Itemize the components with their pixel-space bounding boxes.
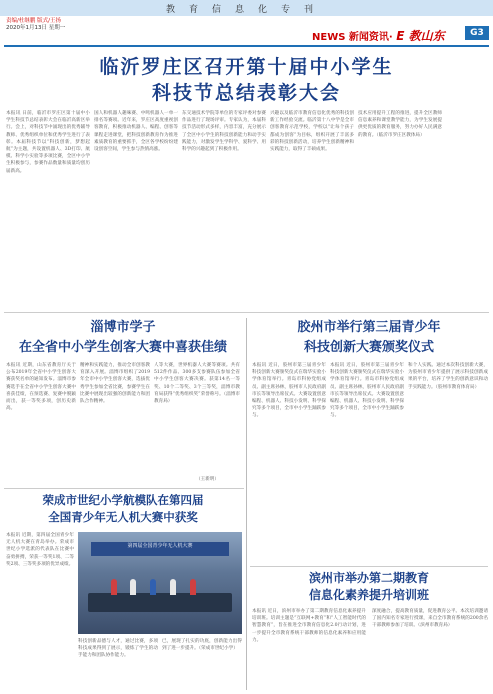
main-article-divider [4,312,489,313]
binzhou-headline-line1: 滨州市举办第二期教育 [308,571,429,585]
photo-person [111,579,117,595]
zibo-col1: 本报讯 近期，山东省教育厅关于公布2019年全省中小学生创客大赛获奖名单的通知发布。淄博市参赛选手在全省中小学生创客大赛中喜获佳绩，在预选赛、复赛中脱颖而出，获一等奖多项，创历史新高。 [6,363,76,412]
main-headline-line1: 临沂罗庄区召开第十届中小学生 [99,56,394,78]
photo-person [130,579,136,595]
editor-line: 责编/杜继鹏 版式/王扬 [6,18,61,24]
zibo-headline [4,318,242,358]
jiaozhou-col1: 本报讯 近日，胶州市第三届青少年科技创新大赛颁奖仪式在瑞华实验小学体育馆举行。青岛市科协党组成员、副主席孙林，胶州市人民政府副市长等领导出席仪式。大赛设置创意编程、机器人、科技小发明、科学探究等多个项目，全市中小学生踊跃参与。 [252,363,326,419]
jiaozhou-headline-line2: 科技创新大赛颁奖仪式 [303,340,434,355]
binzhou-headline [250,570,488,604]
award-ceremony-photo [78,532,242,634]
jiaozhou-headline-line1: 胶州市举行第三届青少年 [297,320,441,335]
binzhou-divider [250,566,488,567]
photo-person [170,579,176,595]
photo-stage-banner: 第四届全国青少年无人机大赛 [91,542,229,556]
header-divider [4,45,489,47]
photo-people-row [88,593,232,611]
binzhou-headline-line2: 信息化素养提升培训班 [308,588,429,602]
jiaozhou-col2: 和个人实践。通过本次科技创新大赛，为胶州市青少年提供了展示科技创新成果的平台，培养了学生的创新意识和动手实践能力。（胶州市教育体育局） [408,363,488,390]
jiaozhou-col1b: 本报讯 近日，胶州市第三届青少年科技创新大赛颁奖仪式在瑞华实验小学体育馆举行。青岛市科协党组成员、副主席孙林，胶州市人民政府副市长等领导出席仪式。大赛设置创意编程、机器人、科技小发明、科学探究等多个项目，全市中小学生踊跃参与。 [330,363,404,419]
rongcheng-headline-line1: 荣成市世纪小学航模队在第四届 [42,493,204,507]
main-article-col3: 东交通技术学院等单位的专家评委对参赛作品进行了现场评审。专家认为，本届科技节活动形式多样，内容丰富，充分展示了全区中小学生的科技创新能力和动手实践能力，对激发学生学科学、爱科学、用科学的兴趣起到了积极作用。 [182,111,266,153]
news-section-label: 新闻资讯· [348,32,393,43]
section-banner-title: 教育信息化专刊 [165,5,327,15]
rongcheng-headline [4,492,242,526]
brand-name: E 教山东 [396,29,445,43]
jiaozhou-headline [250,318,488,358]
column-logo [312,27,445,44]
main-article-col5: 技术应用提升工程的推进，提升全区教师信息素养和课堂教学能力，为学生发展提供更优质的教育服务，努力办好人民满意的教育。（临沂市罗庄区教体局） [358,111,442,138]
rongcheng-col2: 科技创新品德与人才，通过比赛，多项科技成果得到了展示，锻炼了学生的动手能力和团队协作能力。 [78,639,158,659]
date-line: 2020年1月13日 星期一 [6,25,66,31]
photo-person [190,579,196,595]
zibo-signature: （王新明） [196,477,219,482]
column-divider [246,318,247,690]
main-article-col2: 国人和机器人趣味赛、中鸣机器人一单一排名等赛项。近年来，罗庄区高度重视创客教育，积极推动机器人、编程、创客等课程走进课堂，把科技创新教育作为推进素质教育的重要抓手，全区各学校纷纷建设创客空间，学生参与热情高涨。 [94,111,178,153]
rongcheng-col1: 本报讯 近期，第四届全国青少年无人机大赛在青岛举办。荣成市世纪小学选派的代表队在比赛中奋勇拼搏，荣获一等奖1项、二等奖2项、三等奖多项的优异成绩。 [6,533,74,567]
main-article-col4: 兴趣以及临沂市教育信息化优秀的科技创新工作经验交流。临沂第十八中学是全市创客教育示范学校，学校以“让每个孩子都成为创客”为目标，组织开展了丰富多彩的科技创新活动，培养学生创新精神和实践能力，取得了丰硕成果。 [270,111,354,153]
rongcheng-headline-line2: 全国青少年无人机大赛中获奖 [48,510,198,524]
binzhou-col2: 深度融合，提高教育质量，促进教育公平。本次培训邀请了国内知名专家进行授课，来自全市教育系统的200余名干部教师参加了培训。（滨州市教育局） [372,609,488,629]
page-number: G3 [465,26,489,40]
rongcheng-divider [4,488,244,489]
main-article-col1: 本报讯 日前，临沂市罗庄区第十届中小学生科技节总结表彰大会在临沂高新区举行。会上，对科技节中涌现出的优秀辅导教师、优秀组织单位和优秀学生进行了表彰。本届科技节以“科技创新，梦想起航”为主题，共设置机器人、3D打印、航模、科学小实验等多项比赛，全区中小学生积极参与，参赛作品数量和质量均创历届新高。 [6,111,90,174]
binzhou-col1: 本报讯 近日，滨州市举办了第二期教育信息化素养提升培训班。培训主题是“互联网+教育”和“人工智能时代的智慧教育”，旨在推进全市教育信息化2.0行动计划，进一步提升全市教育系统干部教师的信息化素养和应用能力。 [252,609,366,643]
main-headline [0,54,493,106]
main-headline-line2: 科技节总结表彰大会 [151,82,341,104]
zibo-col3: 人等大赛，世界机器人大赛等赛项。共有512件作品、300多支参赛队伍参加全省中小学生创客大赛决赛。获第14名一等奖、10个二等奖、3个三等奖，淄博市教育局获得“优秀组织奖”荣誉称号。（淄博市教育局） [154,363,240,405]
zibo-col2: 精神和实践能力，推动全市创客教育深入开展。淄博市组织了2019年全市中小学生创客大赛，选拔优秀学生参加全省比赛，参赛学生在比赛中展现出较强的创新能力和团队合作精神。 [80,363,150,405]
news-label: NEWS [312,32,346,43]
photo-person [150,579,156,595]
zibo-headline-line1: 淄博市学子 [90,320,156,335]
rongcheng-col3: 已，展现了扎实的功底，创新能力出得到了进一步提升。（荣成市世纪小学） [162,639,242,652]
zibo-headline-line2: 在全省中小学生创客大赛中喜获佳绩 [18,340,227,355]
editor-meta [6,18,65,32]
